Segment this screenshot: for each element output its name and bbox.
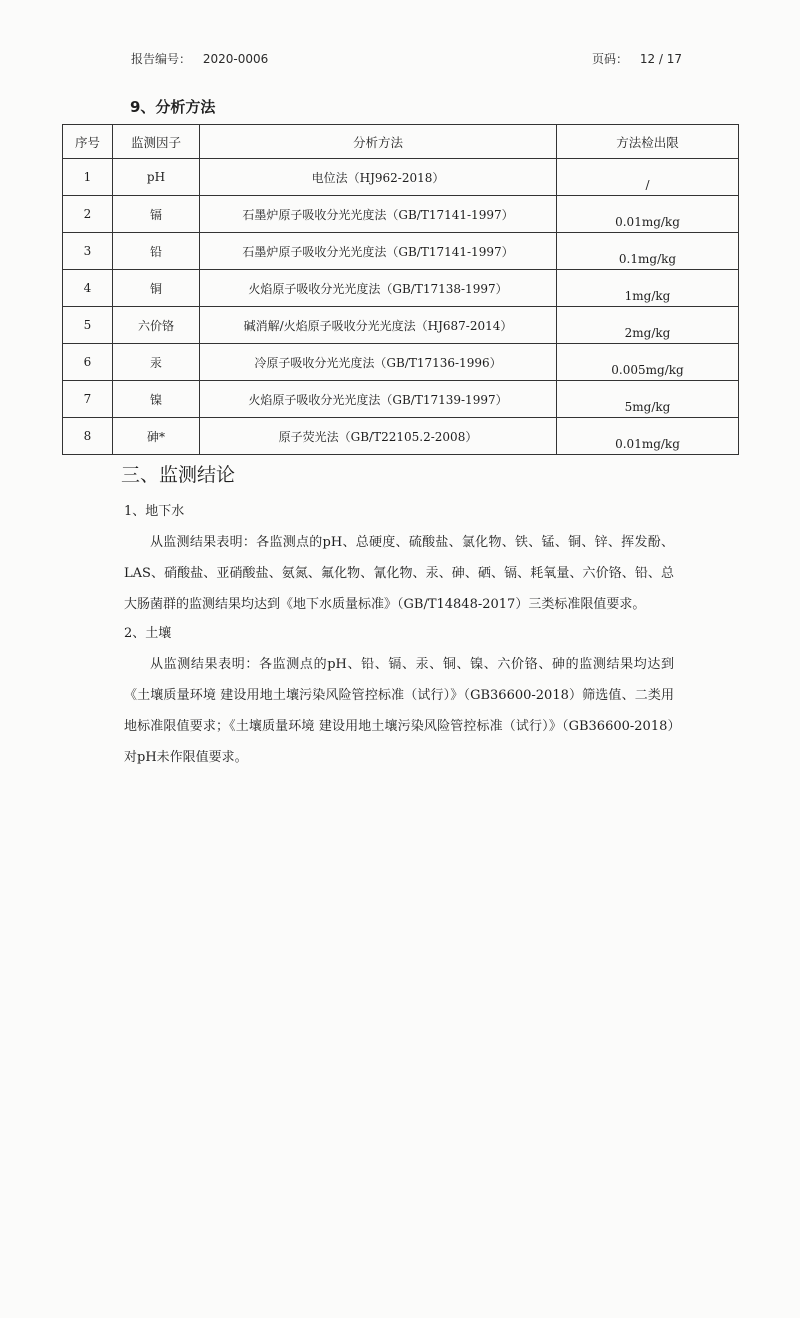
cell-method: 冷原子吸收分光光度法（GB/T17136-1996） xyxy=(200,344,557,381)
cell-method: 石墨炉原子吸收分光光度法（GB/T17141-1997） xyxy=(200,233,557,270)
cell-limit: / xyxy=(557,159,739,196)
table-row xyxy=(63,307,739,344)
subheading-soil: 2、土壤 xyxy=(124,626,172,641)
cell-limit: 0.005mg/kg xyxy=(557,344,739,381)
section-title-conclusions: 三、监测结论 xyxy=(121,464,236,486)
cell-no: 2 xyxy=(63,196,113,233)
cell-method: 原子荧光法（GB/T22105.2-2008） xyxy=(200,418,557,455)
cell-limit: 0.01mg/kg xyxy=(557,418,739,455)
cell-no: 7 xyxy=(63,381,113,418)
page-number xyxy=(592,50,682,67)
report-number-label: 报告编号： xyxy=(131,52,192,66)
cell-factor: pH xyxy=(113,159,200,196)
cell-factor: 砷* xyxy=(113,418,200,455)
cell-method: 火焰原子吸收分光光度法（GB/T17139-1997） xyxy=(200,381,557,418)
analysis-methods-table xyxy=(62,124,739,455)
cell-no: 6 xyxy=(63,344,113,381)
cell-no: 4 xyxy=(63,270,113,307)
table-row xyxy=(63,159,739,196)
cell-limit: 0.01mg/kg xyxy=(557,196,739,233)
cell-limit: 0.1mg/kg xyxy=(557,233,739,270)
page-number-value: 12 / 17 xyxy=(639,52,683,66)
cell-method: 电位法（HJ962-2018） xyxy=(200,159,557,196)
cell-method: 碱消解/火焰原子吸收分光光度法（HJ687-2014） xyxy=(200,307,557,344)
paragraph-soil: 从监测结果表明：各监测点的pH、铅、镉、汞、铜、镍、六价铬、砷的监测结果均达到《土壤质量环境 建设用地土壤污染风险管控标准（试行）》（GB36600-2018）筛选值、二类用地标准限值要求；《土壤质量环境 建设用地土壤污染风险管控标准（试行）》（GB36600-2018）对pH未作限值要求。 xyxy=(124,657,674,765)
cell-factor: 镉 xyxy=(113,196,200,233)
table-row xyxy=(63,270,739,307)
table-row xyxy=(63,418,739,455)
subheading-groundwater: 1、地下水 xyxy=(124,504,185,519)
table-row xyxy=(63,196,739,233)
section-title-analysis-methods: 9、分析方法 xyxy=(130,98,216,116)
table-row xyxy=(63,381,739,418)
cell-no: 3 xyxy=(63,233,113,270)
cell-factor: 镍 xyxy=(113,381,200,418)
cell-no: 5 xyxy=(63,307,113,344)
cell-limit: 5mg/kg xyxy=(557,381,739,418)
paragraph-groundwater: 从监测结果表明：各监测点的pH、总硬度、硫酸盐、氯化物、铁、锰、铜、锌、挥发酚、LAS、硝酸盐、亚硝酸盐、氨氮、氟化物、氰化物、汞、砷、硒、镉、耗氧量、六价铬、铅、总大肠菌群的监测结果均达到《地下水质量标准》（GB/T14848-2017）三类标准限值要求。 xyxy=(124,535,674,612)
column-header-limit: 方法检出限 xyxy=(557,125,739,159)
column-header-factor: 监测因子 xyxy=(113,125,200,159)
cell-limit: 2mg/kg xyxy=(557,307,739,344)
table-row xyxy=(63,233,739,270)
table-row xyxy=(63,344,739,381)
cell-no: 1 xyxy=(63,159,113,196)
cell-limit: 1mg/kg xyxy=(557,270,739,307)
column-header-method: 分析方法 xyxy=(200,125,557,159)
page-number-label: 页码： xyxy=(592,52,629,66)
cell-factor: 铜 xyxy=(113,270,200,307)
cell-method: 石墨炉原子吸收分光光度法（GB/T17141-1997） xyxy=(200,196,557,233)
report-number xyxy=(131,50,268,67)
table-header-row xyxy=(63,125,739,159)
cell-no: 8 xyxy=(63,418,113,455)
cell-factor: 六价铬 xyxy=(113,307,200,344)
report-number-value: 2020-0006 xyxy=(202,52,269,66)
column-header-no: 序号 xyxy=(63,125,113,159)
cell-factor: 铅 xyxy=(113,233,200,270)
cell-factor: 汞 xyxy=(113,344,200,381)
cell-method: 火焰原子吸收分光光度法（GB/T17138-1997） xyxy=(200,270,557,307)
